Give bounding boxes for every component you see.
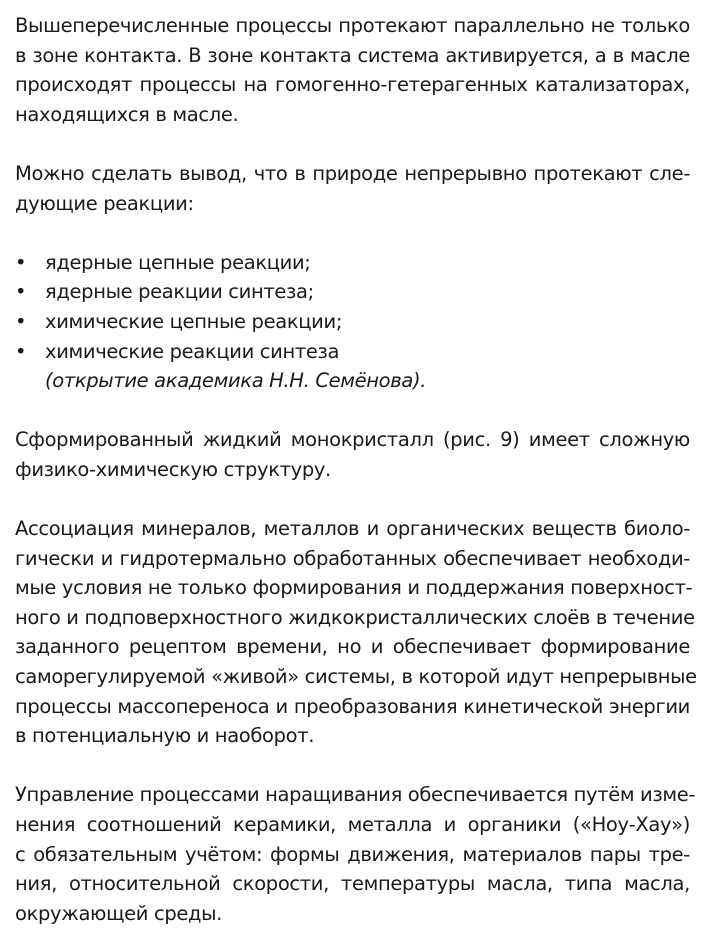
bullet-note-text: (открытие академика Н.Н. Семёнова). [45, 369, 427, 393]
paragraph-gap [15, 218, 690, 248]
list-item [15, 307, 690, 337]
text-line: процессы массопереноса и преобразования кинетической энергии [15, 694, 690, 718]
text-line: дующие реакции: [15, 191, 194, 215]
text-line: Управление процессами наращивания обеспечивается путём изме- [15, 783, 696, 807]
text-line: физико-химическую структуру. [15, 457, 331, 481]
text-line: мые условия не только формирования и поддержания поверхност- [15, 576, 693, 600]
list-item-text: химические цепные реакции; [45, 309, 343, 333]
bullet-icon: • [15, 250, 27, 274]
paragraph-parallel-processes [15, 11, 690, 129]
bullet-icon: • [15, 280, 27, 304]
text-line: гически и гидротермально обработанных обеспечивает необходи- [15, 546, 690, 570]
text-line: ния, относительной скорости, температуры масла, типа масла, [15, 872, 690, 896]
text-line: окружающей среды. [15, 901, 223, 925]
bullet-icon: • [15, 309, 27, 333]
paragraph-monocrystal [15, 425, 690, 484]
list-item-text: ядерные цепные реакции; [45, 250, 311, 274]
reactions-bullet-list [15, 248, 690, 396]
text-line: в потенциальную и наоборот. [15, 724, 315, 748]
text-line: с обязательным учётом: формы движения, материалов пары тре- [15, 842, 690, 866]
text-line: происходят процессы на гомогенно-гетерагенных катализаторах, [15, 73, 690, 97]
list-item-note [15, 366, 690, 396]
text-line: саморегулируемой «живой» системы, в которой идут непрерывные [15, 665, 697, 689]
text-line: нения соотношений керамики, металла и органики («Ноу-Хау») [15, 813, 690, 837]
paragraph-conclusion [15, 159, 690, 218]
list-item [15, 248, 690, 278]
paragraph-gap [15, 485, 690, 515]
text-line: Сформированный жидкий монокристалл (рис. 9) имеет сложную [15, 428, 690, 452]
paragraph-gap [15, 396, 690, 426]
list-item [15, 277, 690, 307]
text-line: Вышеперечисленные процессы протекают параллельно не только [15, 14, 690, 37]
text-line: ного и подповерхностного жидкокристаллических слоёв в течение [15, 605, 695, 629]
document-page [15, 11, 697, 928]
paragraph-gap [15, 129, 690, 159]
list-item-text: химические реакции синтеза [45, 339, 340, 363]
text-line: заданного рецептом времени, но и обеспечивает формирование [15, 635, 690, 659]
text-line: Ассоциация минералов, металлов и органических веществ биоло- [15, 517, 690, 541]
text-line: в зоне контакта. В зоне контакта система активируется, а в масле [15, 43, 690, 67]
list-item-text: ядерные реакции синтеза; [45, 280, 314, 304]
paragraph-association [15, 514, 697, 751]
bullet-icon: • [15, 339, 27, 363]
paragraph-management [15, 780, 696, 928]
paragraph-gap [15, 751, 690, 781]
text-line: находящихся в масле. [15, 102, 239, 126]
text-line: Можно сделать вывод, что в природе непрерывно протекают сле- [15, 161, 690, 185]
list-item [15, 337, 690, 367]
